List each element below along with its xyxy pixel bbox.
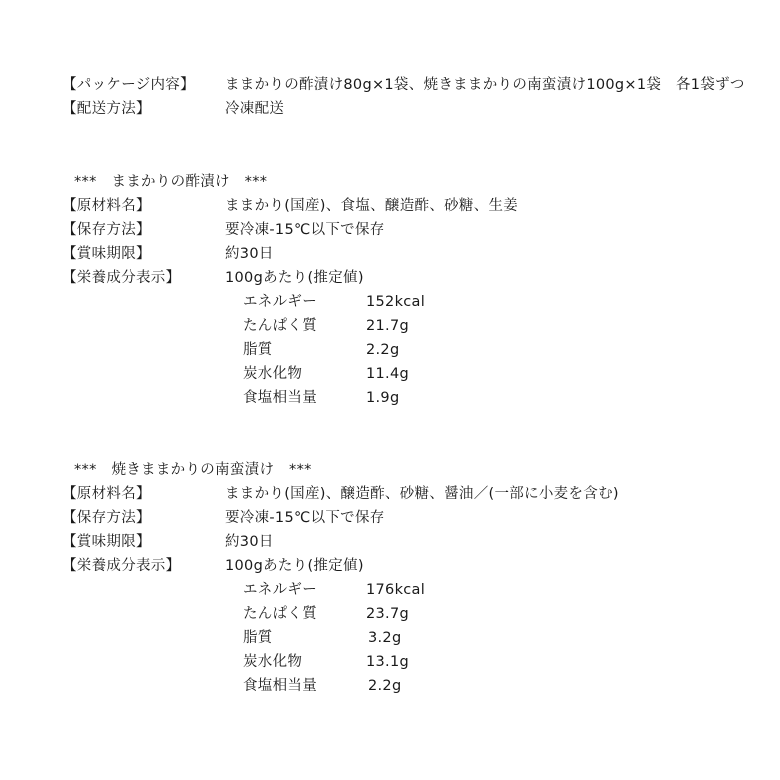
storage-label: 【保存方法】 [62, 510, 151, 526]
nutrition-item-value: 152kcal [366, 294, 426, 310]
storage-value: 要冷凍-15℃以下で保存 [225, 222, 385, 238]
ingredients-label: 【原材料名】 [62, 198, 151, 214]
nutrition-item-value: 2.2g [368, 678, 402, 694]
shipping-method-value: 冷凍配送 [225, 101, 285, 117]
nutrition-basis: 100gあたり(推定値) [225, 270, 364, 286]
nutrition-label: 【栄養成分表示】 [62, 270, 181, 286]
expiry-value: 約30日 [225, 246, 274, 262]
nutrition-item-name: エネルギー [243, 294, 317, 310]
nutrition-label: 【栄養成分表示】 [62, 558, 181, 574]
nutrition-item-name: 脂質 [243, 342, 273, 358]
nutrition-item-value: 13.1g [366, 654, 409, 670]
nutrition-item-name: たんぱく質 [243, 318, 317, 334]
ingredients-label: 【原材料名】 [62, 486, 151, 502]
nutrition-item-name: 脂質 [243, 630, 273, 646]
ingredients-value: ままかり(国産)、醸造酢、砂糖、醤油／(一部に小麦を含む) [225, 486, 619, 502]
nutrition-item-name: 炭水化物 [243, 654, 303, 670]
expiry-value: 約30日 [225, 534, 274, 550]
nutrition-basis: 100gあたり(推定値) [225, 558, 364, 574]
storage-label: 【保存方法】 [62, 222, 151, 238]
package-contents-label: 【パッケージ内容】 [62, 77, 195, 93]
nutrition-item-value: 3.2g [368, 630, 402, 646]
nutrition-item-value: 176kcal [366, 582, 426, 598]
nutrition-item-value: 2.2g [366, 342, 400, 358]
shipping-method-label: 【配送方法】 [62, 101, 151, 117]
nutrition-item-name: 炭水化物 [243, 366, 303, 382]
package-contents-value: ままかりの酢漬け80g×1袋、焼きままかりの南蛮漬け100g×1袋 各1袋ずつ [225, 77, 745, 93]
nutrition-item-name: エネルギー [243, 582, 317, 598]
product-header: *** ままかりの酢漬け *** [74, 174, 268, 190]
product-header: *** 焼きままかりの南蛮漬け *** [74, 462, 312, 478]
nutrition-item-name: 食塩相当量 [243, 678, 317, 694]
nutrition-item-value: 11.4g [366, 366, 409, 382]
ingredients-value: ままかり(国産)、食塩、醸造酢、砂糖、生姜 [225, 198, 519, 214]
nutrition-item-value: 21.7g [366, 318, 409, 334]
expiry-label: 【賞味期限】 [62, 534, 151, 550]
nutrition-item-value: 1.9g [366, 390, 400, 406]
nutrition-item-name: たんぱく質 [243, 606, 317, 622]
nutrition-item-value: 23.7g [366, 606, 409, 622]
expiry-label: 【賞味期限】 [62, 246, 151, 262]
storage-value: 要冷凍-15℃以下で保存 [225, 510, 385, 526]
nutrition-item-name: 食塩相当量 [243, 390, 317, 406]
